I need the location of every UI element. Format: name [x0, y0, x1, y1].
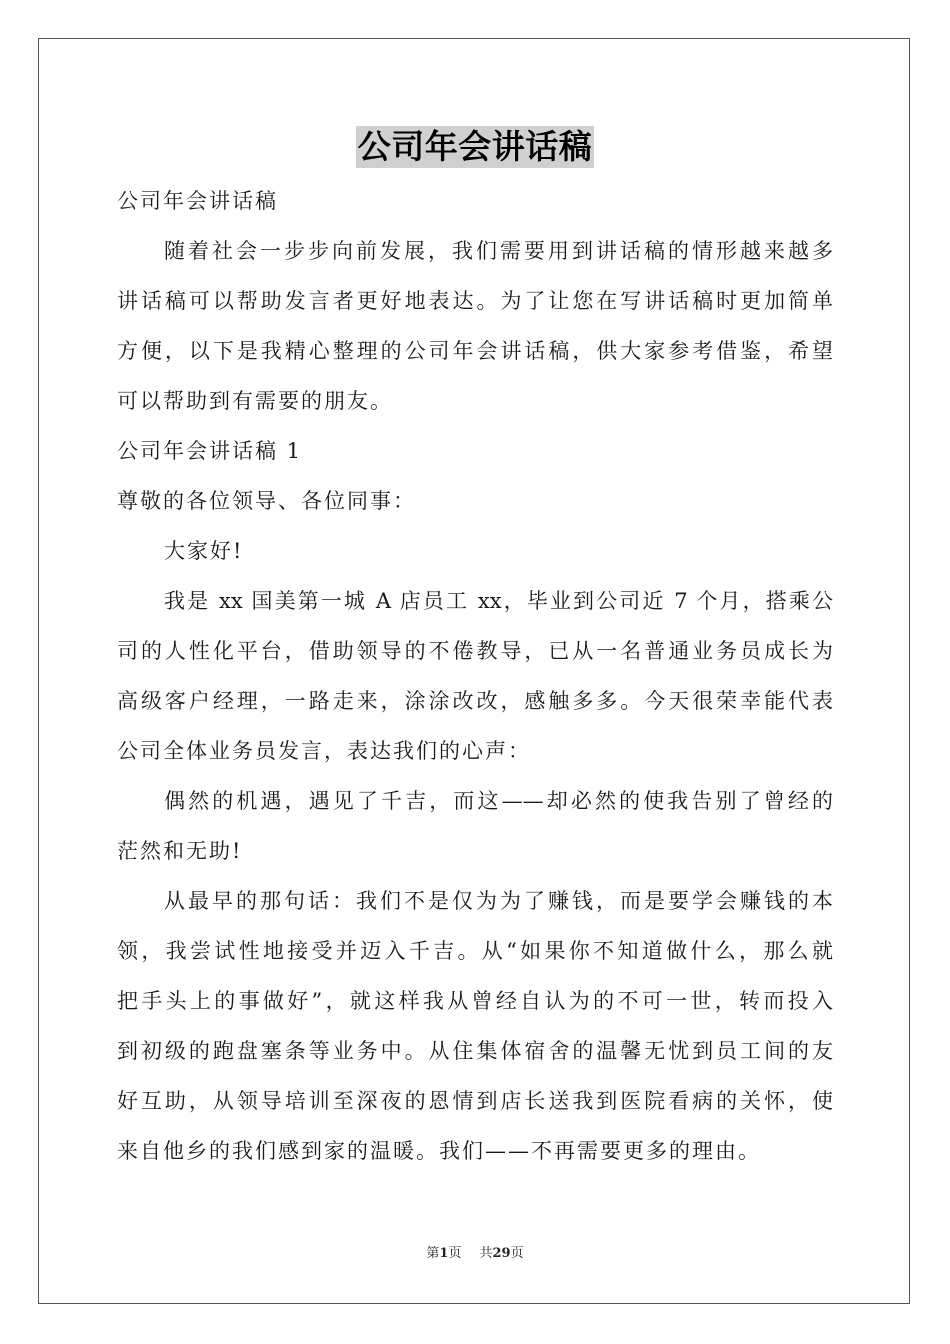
text-line: 可以帮助到有需要的朋友。 — [117, 389, 393, 413]
text-line: 高级客户经理，一路走来，涂涂改改，感触多多。今天很荣幸能代表 — [117, 689, 833, 713]
text-line: 把手头上的事做好”，就这样我从曾经自认为的不可一世，转而投入 — [117, 989, 833, 1013]
text-line: 大家好! — [164, 539, 244, 563]
page-suffix: 页 — [448, 1246, 462, 1261]
total-prefix: 共 — [479, 1246, 493, 1261]
document-body — [117, 176, 833, 1176]
page-number: 1 — [439, 1246, 449, 1261]
text-line: 到初级的跑盘塞条等业务中。从住集体宿舍的温馨无忧到员工间的友 — [117, 1039, 833, 1063]
text-line: 我是 xx 国美第一城 A 店员工 xx，毕业到公司近 7 个月，搭乘公 — [164, 589, 833, 613]
text-line: 方便，以下是我精心整理的公司年会讲话稿，供大家参考借鉴，希望 — [117, 339, 833, 363]
text-line: 茫然和无助! — [117, 839, 243, 863]
text-line: 领，我尝试性地接受并迈入千吉。从“如果你不知道做什么，那么就 — [117, 939, 833, 963]
page-prefix: 第 — [426, 1246, 440, 1261]
text-line: 尊敬的各位领导、各位同事： — [117, 489, 416, 513]
title-container — [0, 126, 950, 168]
text-line: 好互助，从领导培训至深夜的恩情到店长送我到医院看病的关怀，使 — [117, 1089, 833, 1113]
text-line: 随着社会一步步向前发展，我们需要用到讲话稿的情形越来越多 — [164, 239, 833, 263]
document-title: 公司年会讲话稿 — [357, 127, 593, 166]
total-suffix: 页 — [510, 1246, 524, 1261]
text-line: 讲话稿可以帮助发言者更好地表达。为了让您在写讲话稿时更加简单 — [117, 289, 833, 313]
text-line: 来自他乡的我们感到家的温暖。我们——不再需要更多的理由。 — [117, 1139, 761, 1163]
text-line: 从最早的那句话：我们不是仅为为了赚钱，而是要学会赚钱的本 — [164, 889, 833, 913]
text-line: 公司全体业务员发言，表达我们的心声： — [117, 739, 531, 763]
text-line: 公司年会讲话稿 1 — [117, 439, 303, 463]
page-footer — [0, 1245, 950, 1263]
text-line: 司的人性化平台，借助领导的不倦教导，已从一名普通业务员成长为 — [117, 639, 833, 663]
text-line: 公司年会讲话稿 — [117, 189, 278, 213]
text-line: 偶然的机遇，遇见了千吉，而这——却必然的使我告别了曾经的 — [164, 789, 833, 813]
total-pages: 29 — [492, 1246, 511, 1261]
